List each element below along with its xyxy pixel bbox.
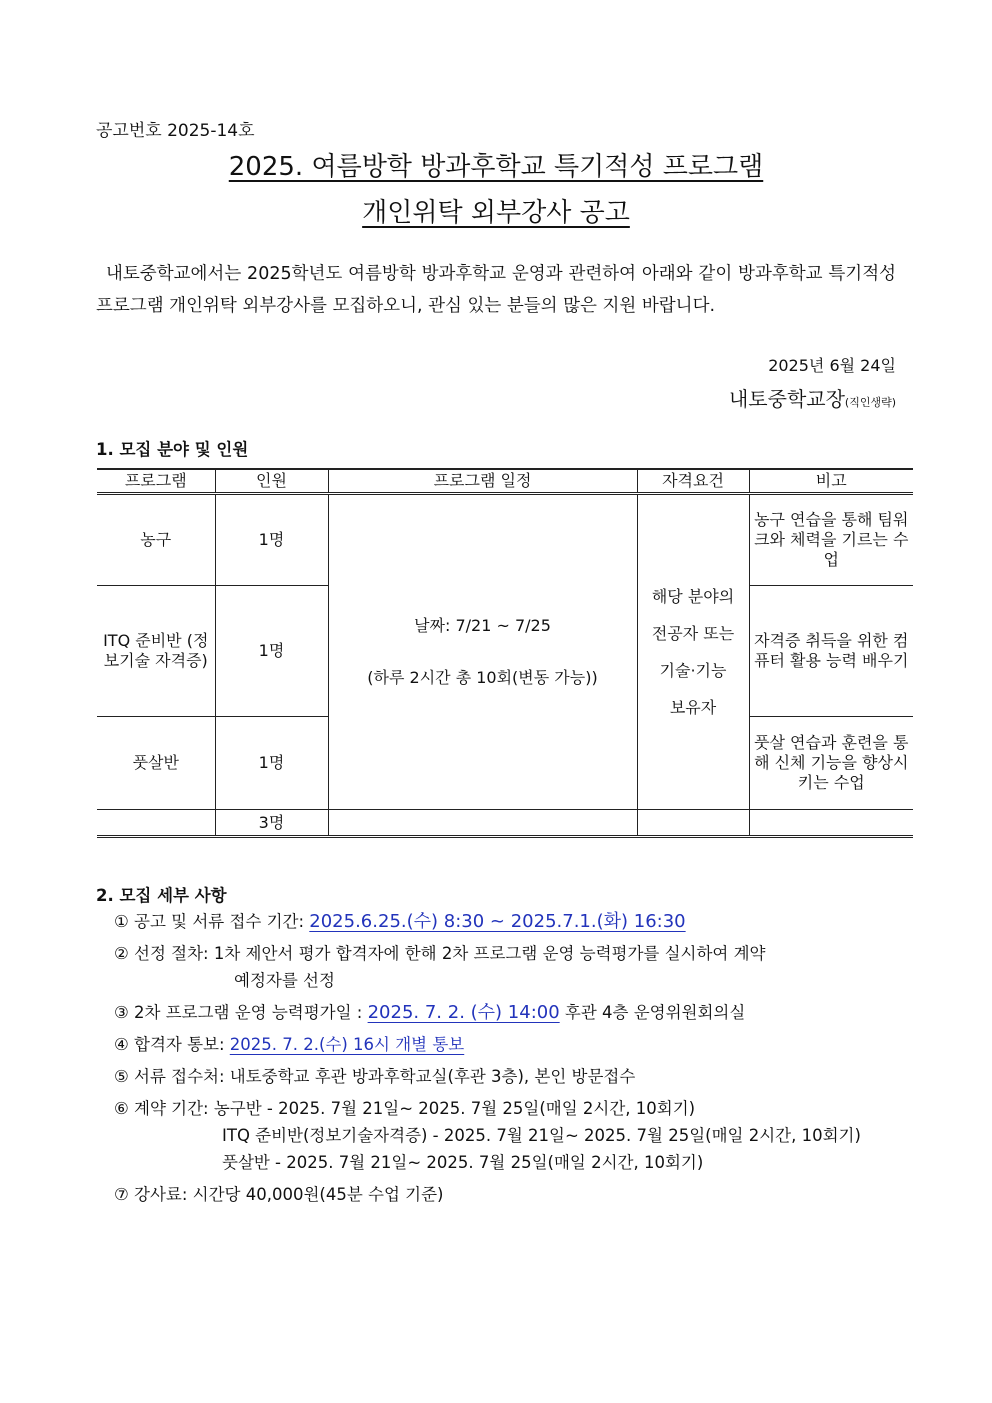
detail-item-period: ① 공고 및 서류 접수 기간: 2025.6.25.(수) 8:30 ~ 2025.7.1.(화) 16:30 <box>114 911 686 932</box>
signer-name: 내토중학교장 <box>728 387 845 411</box>
title-line-2: 개인위탁 외부강사 공고 <box>362 198 630 228</box>
program-cell: 풋살반 <box>97 717 215 810</box>
recruit-table <box>97 468 913 838</box>
section-heading-2: 2. 모집 세부 사항 <box>96 886 227 905</box>
notification-date: 2025. 7. 2.(수) 16시 개별 통보 <box>229 1035 465 1054</box>
total-empty-cell <box>637 810 749 837</box>
count-cell: 1명 <box>215 494 328 586</box>
qualification-line: 전공자 또는 <box>651 624 735 643</box>
header-schedule: 프로그램 일정 <box>328 469 637 494</box>
count-cell: 1명 <box>215 586 328 717</box>
evaluation-date: 2025. 7. 2. (수) 14:00 <box>367 1002 560 1023</box>
count-cell: 1명 <box>215 717 328 810</box>
note-cell: 풋살 연습과 훈련을 통해 신체 기능을 향상시키는 수업 <box>749 717 913 810</box>
schedule-date: 날짜: 7/21 ~ 7/25 <box>414 616 551 635</box>
program-cell: 농구 <box>97 494 215 586</box>
qualification-line: 기술·기능 <box>659 661 727 680</box>
total-count-cell: 3명 <box>215 810 328 837</box>
header-qualification: 자격요건 <box>637 469 749 494</box>
total-empty-cell <box>749 810 913 837</box>
notice-date: 2025년 6월 24일 <box>768 356 896 375</box>
schedule-detail: (하루 2시간 총 10회(변동 가능)) <box>367 668 598 687</box>
detail-item-fee: ⑦ 강사료: 시간당 40,000원(45분 수업 기준) <box>114 1185 444 1204</box>
header-note: 비고 <box>749 469 913 494</box>
signer <box>729 383 896 412</box>
header-program: 프로그램 <box>97 469 215 494</box>
qualification-line: 해당 분야의 <box>651 587 735 606</box>
total-empty-cell <box>328 810 637 837</box>
schedule-cell <box>328 494 637 810</box>
qualification-line: 보유자 <box>669 698 717 717</box>
notice-number: 공고번호 2025-14호 <box>96 121 255 141</box>
table-header-row <box>97 469 913 494</box>
table-row <box>97 494 913 586</box>
total-label-cell <box>97 810 215 837</box>
detail-item-notification: ④ 합격자 통보: 2025. 7. 2.(수) 16시 개별 통보 <box>114 1035 465 1054</box>
seal-note: (직인생략) <box>844 396 896 409</box>
note-cell: 농구 연습을 통해 팀워크와 체력을 기르는 수업 <box>749 494 913 586</box>
detail-list <box>114 908 904 1213</box>
detail-item-submission: ⑤ 서류 접수처: 내토중학교 후관 방과후학교실(후관 3층), 본인 방문접수 <box>114 1067 636 1086</box>
detail-item-contract: ⑥ 계약 기간: 농구반 - 2025. 7월 21일~ 2025. 7월 25일(매일 2시간, 10회기) ITQ 준비반(정보기술자격증) - 2025. 7월 21일~ 2025. 7월 25일(매일 2시간, 10회기) 풋살반 - 2025. 7월 21일~ 2025. 7월 25일(매일 2시간, 10회기) <box>114 1099 861 1172</box>
title-line-1: 2025. 여름방학 방과후학교 특기적성 프로그램 <box>228 152 764 182</box>
program-cell: ITQ 준비반 (정보기술 자격증) <box>97 586 215 717</box>
detail-item-procedure: ② 선정 절차: 1차 제안서 평가 합격자에 한해 2차 프로그램 운영 능력평가를 실시하여 계약 예정자를 선정 <box>114 944 766 990</box>
detail-item-evaluation: ③ 2차 프로그램 운영 능력평가일 : 2025. 7. 2. (수) 14:00 후관 4층 운영위원회의실 <box>114 1002 746 1023</box>
intro-paragraph: 내토중학교에서는 2025학년도 여름방학 방과후학교 운영과 관련하여 아래와 같이 방과후학교 특기적성 프로그램 개인위탁 외부강사를 모집하오니, 관심 있는 분들의 많은 지원 바랍니다. <box>96 264 896 316</box>
table-total-row <box>97 810 913 837</box>
section-heading-1: 1. 모집 분야 및 인원 <box>96 440 249 459</box>
note-cell: 자격증 취득을 위한 컴퓨터 활용 능력 배우기 <box>749 586 913 717</box>
header-count: 인원 <box>215 469 328 494</box>
qualification-cell <box>637 494 749 810</box>
application-period: 2025.6.25.(수) 8:30 ~ 2025.7.1.(화) 16:30 <box>309 911 686 932</box>
